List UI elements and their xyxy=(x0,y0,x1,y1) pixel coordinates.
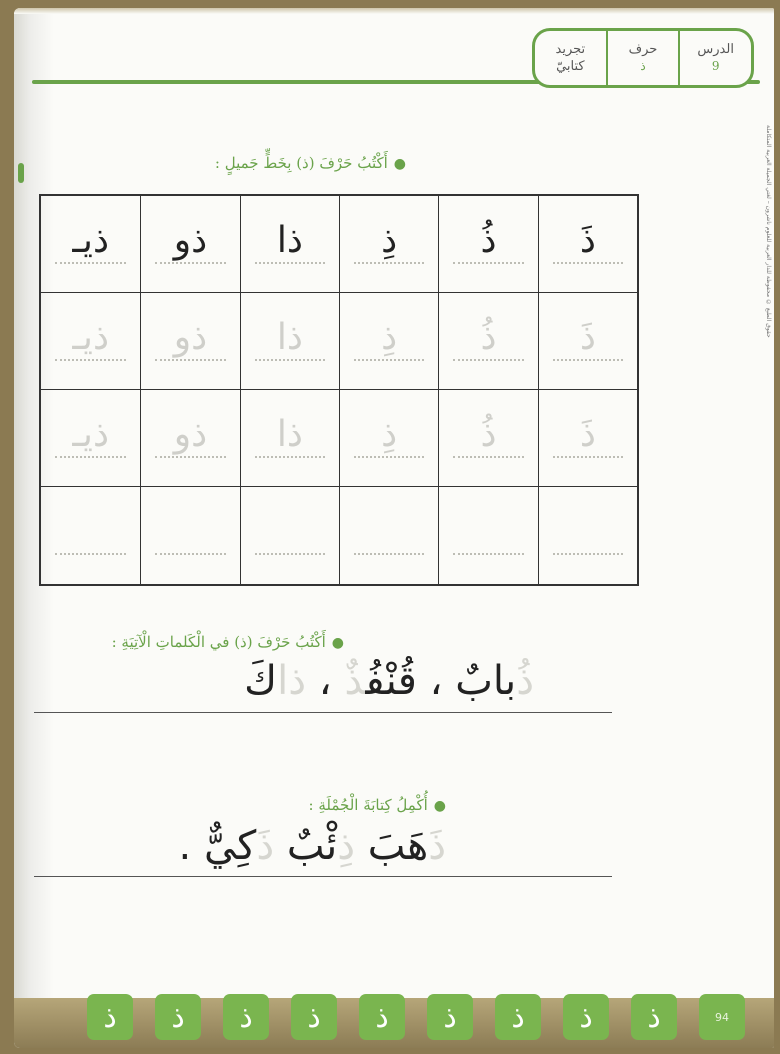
word-part: بابٌ xyxy=(455,658,517,704)
trace-letter: ذَ xyxy=(256,823,275,869)
grid-cell[interactable] xyxy=(538,196,637,293)
instruction-complete-sentence xyxy=(309,796,446,814)
page-number: 94 xyxy=(699,994,745,1040)
topic-cell xyxy=(535,31,606,85)
letter-trace: ذا xyxy=(276,413,303,455)
trace-letter: ذا xyxy=(277,658,307,704)
sentence-exercise[interactable] xyxy=(179,823,446,869)
instruction-text: أَكْتُبُ حَرْفَ (ذ) في الْكَلماتِ الْآتِيَةِ : xyxy=(111,633,326,651)
lesson-label: الدرس xyxy=(697,42,734,57)
letter-trace: ذُ xyxy=(480,413,497,455)
letter-tiles xyxy=(45,992,745,1042)
grid-cell[interactable] xyxy=(538,293,637,390)
grid-cell-blank[interactable] xyxy=(140,487,239,584)
grid-cell[interactable] xyxy=(41,293,140,390)
words-exercise[interactable] xyxy=(244,658,534,704)
letter-tile: ذ xyxy=(563,994,609,1040)
letter-model: ذا xyxy=(276,219,303,261)
letter-tile: ذ xyxy=(427,994,473,1040)
letter-tile: ذ xyxy=(155,994,201,1040)
grid-cell[interactable] xyxy=(140,390,239,487)
trace-letter: ذَ xyxy=(428,823,446,869)
letter-trace: ذا xyxy=(276,316,303,358)
handwriting-grid xyxy=(39,194,639,586)
letter-value: ذ xyxy=(640,59,646,73)
writing-line xyxy=(34,876,612,877)
grid-cell-blank[interactable] xyxy=(538,487,637,584)
bullet-icon: ● xyxy=(331,635,344,651)
grid-cell[interactable] xyxy=(240,390,339,487)
letter-tile: ذ xyxy=(631,994,677,1040)
workbook-page xyxy=(14,8,774,1048)
page-edge-marker xyxy=(18,163,24,183)
letter-trace: ذو xyxy=(173,413,208,455)
word-part: كِيٌّ . xyxy=(178,823,257,869)
topic-value: كتابيّ xyxy=(556,59,585,74)
word-part: ئْبٌ xyxy=(274,823,338,869)
grid-cell[interactable] xyxy=(339,390,438,487)
letter-tile: ذ xyxy=(359,994,405,1040)
letter-trace: ذو xyxy=(173,316,208,358)
letter-trace: ذَ xyxy=(579,413,596,455)
trace-letter: ذِ xyxy=(337,823,356,869)
letter-trace: ذِ xyxy=(381,316,398,358)
grid-cell[interactable] xyxy=(240,293,339,390)
letter-label: حرف xyxy=(628,42,658,57)
bullet-icon: ● xyxy=(393,156,406,172)
grid-cell[interactable] xyxy=(538,390,637,487)
lesson-number: 9 xyxy=(711,59,720,73)
trace-letter: ذُ xyxy=(516,658,534,704)
letter-model: ذو xyxy=(173,219,208,261)
grid-cell[interactable] xyxy=(438,196,537,293)
letter-model: ذِ xyxy=(381,219,398,261)
letter-trace: ذُ xyxy=(480,316,497,358)
grid-cell-blank[interactable] xyxy=(339,487,438,584)
lesson-header-box xyxy=(532,28,754,88)
grid-cell[interactable] xyxy=(41,196,140,293)
grid-cell[interactable] xyxy=(41,390,140,487)
instruction-write-in-words xyxy=(112,633,344,651)
grid-cell[interactable] xyxy=(140,293,239,390)
separator: ، xyxy=(306,658,345,704)
grid-cell-blank[interactable] xyxy=(240,487,339,584)
grid-cell[interactable] xyxy=(438,390,537,487)
word-part: كَ xyxy=(244,658,278,704)
grid-cell[interactable] xyxy=(339,293,438,390)
separator: ، xyxy=(416,658,456,704)
letter-tile: ذ xyxy=(87,994,133,1040)
grid-cell-blank[interactable] xyxy=(41,487,140,584)
grid-cell-blank[interactable] xyxy=(438,487,537,584)
letter-model: ذَ xyxy=(579,219,596,261)
word-part: قُنْفُ xyxy=(365,658,417,704)
letter-trace: ذِ xyxy=(381,413,398,455)
instruction-text: أُكْمِلُ كِتابَةَ الْجُمْلَةِ : xyxy=(308,796,428,814)
letter-trace: ذَ xyxy=(579,316,596,358)
grid-cell[interactable] xyxy=(240,196,339,293)
letter-trace: ذيـ xyxy=(72,413,109,455)
instruction-text: أَكْتُبُ حَرْفَ (ذ) بِخَطٍّ جَميلٍ : xyxy=(214,154,388,172)
word-part: هَبَ xyxy=(355,823,429,869)
grid-cell[interactable] xyxy=(339,196,438,293)
writing-line xyxy=(34,712,612,713)
trace-letter: ذٌ xyxy=(344,658,366,704)
grid-cell[interactable] xyxy=(140,196,239,293)
letter-trace: ذيـ xyxy=(72,316,109,358)
letter-tile: ذ xyxy=(291,994,337,1040)
letter-tile: ذ xyxy=(223,994,269,1040)
page-top-edge xyxy=(14,8,774,14)
letter-model: ذُ xyxy=(480,219,497,261)
lesson-cell xyxy=(678,31,751,85)
letter-model: ذيـ xyxy=(72,219,109,261)
topic-label: تجريد xyxy=(555,42,586,57)
copyright-side-text: حقوق الطبع © محفوظة للدار العربية للعلوم ناشرون – لغتي الجميلة العربية المتكاملة xyxy=(765,125,772,338)
bullet-icon: ● xyxy=(433,798,446,814)
instruction-write-letter xyxy=(215,154,406,172)
grid-cell[interactable] xyxy=(438,293,537,390)
letter-tile: ذ xyxy=(495,994,541,1040)
letter-cell xyxy=(606,31,679,85)
